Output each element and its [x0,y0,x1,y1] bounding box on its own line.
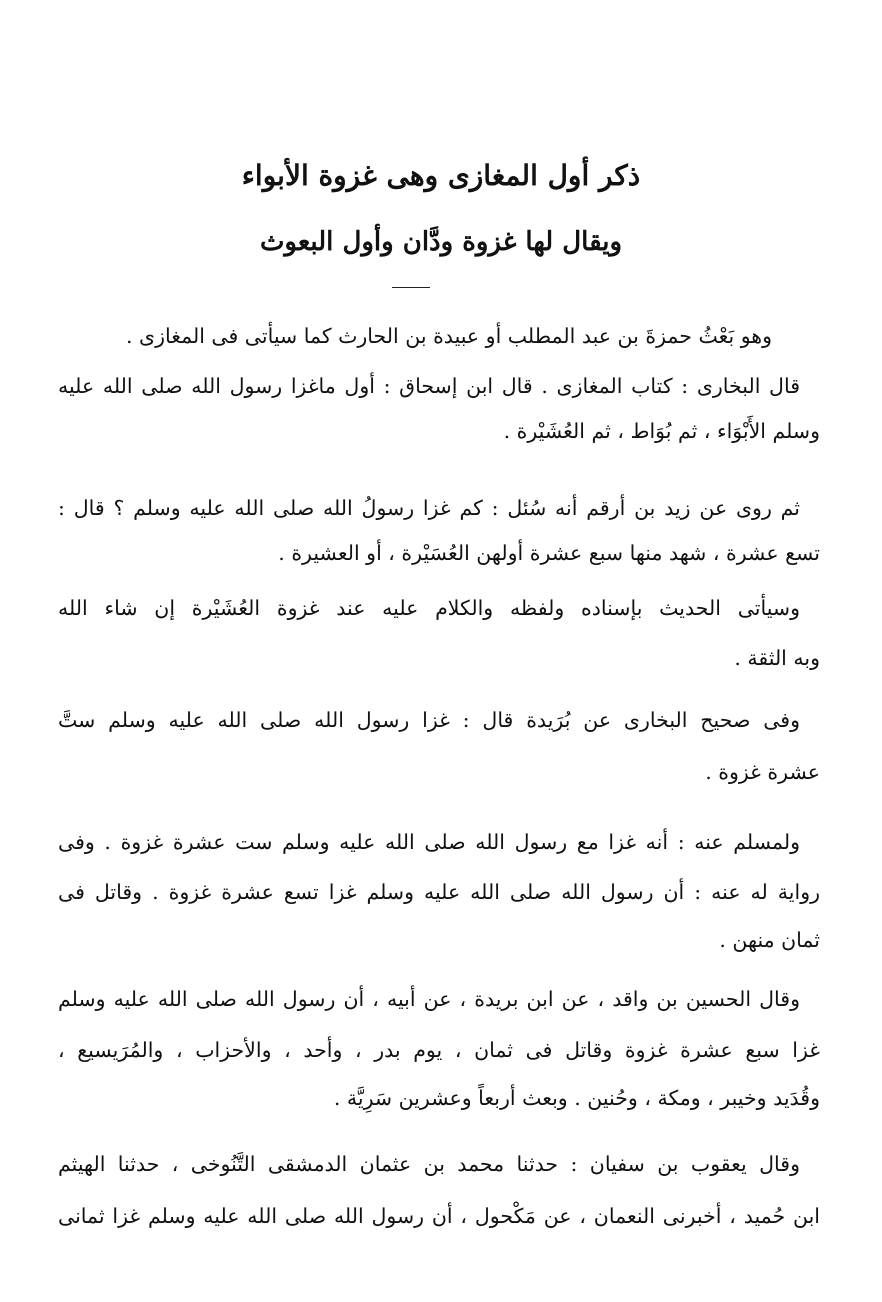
text-line: وفى صحيح البخارى عن بُرَيدة قال : غزا رسول الله صلى الله عليه وسلم ستَّ [58,708,800,732]
chapter-subtitle: ويقال لها غزوة ودَّان وأول البعوث [259,227,623,257]
text-line: تسع عشرة ، شهد منها سبع عشرة أولهن العُسَيْرة ، أو العشيرة . [278,541,820,565]
text-line: رواية له عنه : أن رسول الله صلى الله عليه وسلم غزا تسع عشرة غزوة . وقاتل فى [58,880,820,904]
chapter-title: ذكر أول المغازى وهى غزوة الأبواء [241,159,641,192]
text-line: ثمان منهن . [719,928,820,952]
text-line: وقال يعقوب بن سفيان : حدثنا محمد بن عثمان الدمشقى التَّنُوخى ، حدثنا الهيثم [58,1152,800,1176]
text-line: وبه الثقة . [734,646,820,670]
text-line: وقال الحسين بن واقد ، عن ابن بريدة ، عن أبيه ، أن رسول الله صلى الله عليه وسلم [58,987,800,1011]
text-line: وهو بَعْثُ حمزةَ بن عبد المطلب أو عبيدة بن الحارث كما سيأتى فى المغازى . [125,324,772,348]
text-line: قال البخارى : كتاب المغازى . قال ابن إسحاق : أول ماغزا رسول الله صلى الله عليه [58,374,800,398]
text-line: غزا سبع عشرة غزوة وقاتل فى ثمان ، يوم بدر ، وأحد ، والأحزاب ، والمُرَيسيع ، [58,1038,820,1062]
text-line: وسلم الأَبْوَاء ، ثم بُوَاط ، ثم العُشَيْرة . [503,419,820,443]
text-line: وقُدَيد وخيبر ، ومكة ، وحُنين . وبعث أربعاً وعشرين سَرِيَّة . [333,1086,820,1110]
text-line: عشرة غزوة . [705,760,820,784]
text-line: ثم روى عن زيد بن أرقم أنه سُئل : كم غزا رسولُ الله صلى الله عليه وسلم ؟ قال : [58,496,800,520]
text-line: ابن حُميد ، أخبرنى النعمان ، عن مَكْحول ، أن رسول الله صلى الله عليه وسلم غزا ثمانى [58,1204,820,1228]
text-line: وسيأتى الحديث بإسناده ولفظه والكلام عليه عند غزوة العُشَيْرة إن شاء الله [58,596,800,620]
title-divider [392,287,430,288]
text-line: ولمسلم عنه : أنه غزا مع رسول الله صلى الله عليه وسلم ست عشرة غزوة . وفى [58,830,800,854]
